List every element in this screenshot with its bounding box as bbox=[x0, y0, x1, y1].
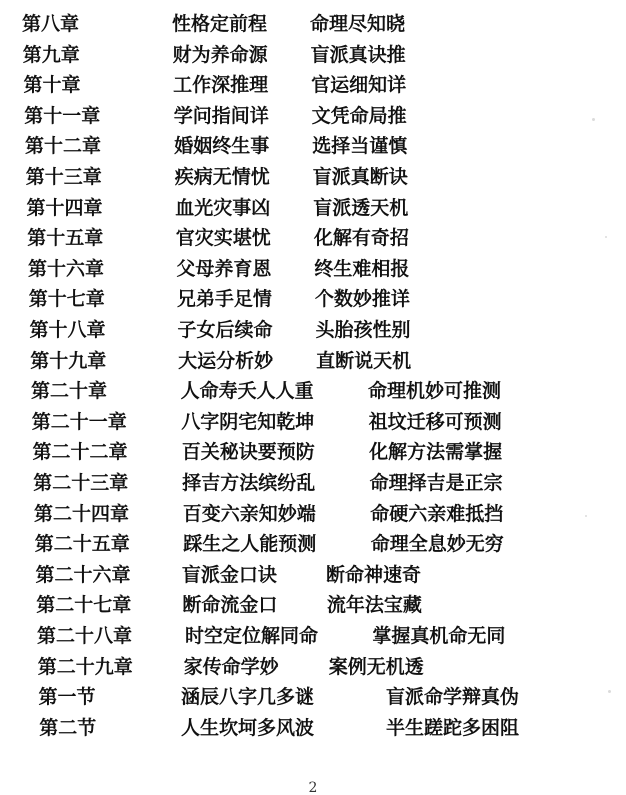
chapter-label: 第十八章 bbox=[29, 319, 106, 341]
chapter-title-part1: 八字阴宅知乾坤 bbox=[181, 410, 315, 433]
chapter-title-part1: 父母养育恩 bbox=[176, 257, 272, 280]
chapter-label: 第十四章 bbox=[26, 196, 103, 219]
chapter-title-part2: 命理尽知晓 bbox=[310, 13, 406, 35]
chapter-title-part2: 流年法宝藏 bbox=[326, 594, 422, 617]
chapter-label: 第十章 bbox=[23, 74, 81, 97]
chapter-title-part1: 择吉方法缤纷乱 bbox=[182, 472, 316, 494]
chapter-label: 第二十六章 bbox=[35, 563, 131, 586]
toc-entry bbox=[0, 377, 626, 405]
chapter-title-part1: 学问指间详 bbox=[173, 104, 269, 127]
chapter-label: 第一节 bbox=[38, 686, 96, 709]
chapter-title-part1: 百变六亲知妙端 bbox=[182, 502, 316, 525]
toc-entry bbox=[0, 285, 626, 313]
chapter-title-part1: 断命流金口 bbox=[182, 594, 278, 617]
toc-entry bbox=[0, 71, 626, 99]
chapter-label: 第二十四章 bbox=[34, 502, 130, 525]
chapter-title-part2: 选择当谨慎 bbox=[312, 135, 408, 158]
chapter-label: 第十五章 bbox=[27, 227, 104, 250]
chapter-title-part1: 人命寿夭人人重 bbox=[180, 380, 314, 403]
chapter-title-part2: 化解方法需掌握 bbox=[369, 441, 503, 464]
chapter-title-part1: 大运分析妙 bbox=[178, 349, 274, 372]
toc-entry bbox=[0, 438, 626, 466]
toc-entry bbox=[0, 469, 626, 497]
chapter-title-part2: 祖坟迁移可预测 bbox=[368, 410, 502, 433]
chapter-title-part2: 个数妙推详 bbox=[314, 288, 410, 311]
chapter-title-part2: 文凭命局推 bbox=[311, 104, 407, 127]
chapter-title-part2: 盲派透天机 bbox=[313, 196, 409, 219]
toc-entry bbox=[0, 41, 626, 69]
toc-entry bbox=[0, 132, 626, 160]
chapter-title-part2: 断命神速奇 bbox=[326, 563, 422, 586]
scan-speck bbox=[585, 515, 587, 517]
chapter-title-part2: 命硬六亲难抵挡 bbox=[370, 502, 504, 525]
scan-speck bbox=[605, 236, 607, 238]
chapter-title-part1: 性格定前程 bbox=[172, 13, 268, 35]
chapter-title-part2: 命理择吉是正宗 bbox=[369, 472, 503, 494]
chapter-label: 第十九章 bbox=[30, 349, 107, 372]
toc-entry bbox=[0, 316, 626, 344]
chapter-label: 第十六章 bbox=[28, 257, 105, 280]
toc-entry bbox=[0, 10, 626, 38]
chapter-title-part2: 化解有奇招 bbox=[313, 227, 409, 250]
toc-entry bbox=[0, 194, 626, 222]
chapter-title-part2: 官运细知详 bbox=[311, 74, 407, 97]
chapter-title-part1: 百关秘诀要预防 bbox=[181, 441, 315, 464]
chapter-label: 第二十三章 bbox=[33, 472, 129, 494]
chapter-title-part1: 家传命学妙 bbox=[183, 655, 279, 678]
toc-entry bbox=[0, 255, 626, 283]
toc-entry bbox=[0, 163, 626, 191]
chapter-title-part1: 兄弟手足情 bbox=[176, 288, 272, 311]
chapter-title-part2: 命理全息妙无穷 bbox=[370, 533, 504, 556]
chapter-label: 第十一章 bbox=[24, 104, 101, 127]
chapter-label: 第八章 bbox=[22, 13, 80, 35]
chapter-label: 第二十七章 bbox=[36, 594, 132, 617]
chapter-title-part1: 婚姻终生事 bbox=[174, 135, 270, 158]
toc-entry bbox=[0, 561, 626, 589]
chapter-title-part1: 疾病无情忧 bbox=[174, 166, 270, 188]
scan-speck bbox=[592, 118, 595, 121]
chapter-label: 第十七章 bbox=[28, 288, 105, 311]
chapter-title-part2: 盲派命学辩真伪 bbox=[386, 686, 520, 709]
chapter-title-part1: 工作深推理 bbox=[173, 74, 269, 97]
chapter-title-part1: 血光灾事凶 bbox=[175, 196, 271, 219]
chapter-title-part1: 财为养命源 bbox=[172, 43, 268, 66]
toc-entry bbox=[0, 224, 626, 252]
chapter-title-part1: 踩生之人能预测 bbox=[183, 533, 317, 556]
toc-entry bbox=[0, 622, 626, 650]
chapter-title-part2: 案例无机透 bbox=[328, 655, 424, 678]
chapter-label: 第十二章 bbox=[25, 135, 102, 158]
chapter-label: 第二十九章 bbox=[37, 655, 133, 678]
chapter-title-part1: 人生坎坷多风波 bbox=[181, 716, 315, 739]
chapter-label: 第二十一章 bbox=[31, 410, 127, 433]
chapter-title-part2: 终生难相报 bbox=[314, 257, 410, 280]
chapter-title-part2: 直断说天机 bbox=[316, 349, 412, 372]
chapter-label: 第二十五章 bbox=[34, 533, 130, 556]
chapter-title-part2: 掌握真机命无同 bbox=[372, 625, 506, 647]
toc-entry bbox=[0, 714, 626, 742]
toc-entry bbox=[0, 683, 626, 711]
chapter-title-part1: 涵辰八字几多谜 bbox=[181, 686, 315, 709]
chapter-title-part2: 头胎孩性别 bbox=[315, 319, 411, 341]
chapter-title-part1: 官灾实堪忧 bbox=[175, 227, 271, 250]
chapter-label: 第九章 bbox=[22, 43, 80, 66]
chapter-label: 第二十章 bbox=[31, 380, 108, 403]
toc-entry bbox=[0, 653, 626, 681]
scan-speck bbox=[608, 690, 611, 693]
toc-entry bbox=[0, 591, 626, 619]
chapter-title-part1: 时空定位解同命 bbox=[185, 625, 319, 647]
toc-entry bbox=[0, 500, 626, 528]
chapter-label: 第二十八章 bbox=[37, 625, 133, 647]
chapter-title-part2: 命理机妙可推测 bbox=[368, 380, 502, 403]
toc-entry bbox=[0, 347, 626, 375]
page-number: 2 bbox=[308, 780, 318, 795]
chapter-label: 第二节 bbox=[39, 716, 97, 739]
chapter-label: 第十三章 bbox=[25, 166, 102, 188]
toc-entry bbox=[0, 408, 626, 436]
chapter-title-part1: 盲派金口诀 bbox=[181, 563, 277, 586]
chapter-title-part2: 盲派真诀推 bbox=[310, 43, 406, 66]
chapter-label: 第二十二章 bbox=[32, 441, 128, 464]
chapter-title-part2: 半生蹉跎多困阻 bbox=[386, 716, 520, 739]
toc-entry bbox=[0, 530, 626, 558]
toc-entry bbox=[0, 102, 626, 130]
chapter-title-part2: 盲派真断诀 bbox=[312, 166, 408, 188]
chapter-title-part1: 子女后续命 bbox=[177, 319, 273, 341]
